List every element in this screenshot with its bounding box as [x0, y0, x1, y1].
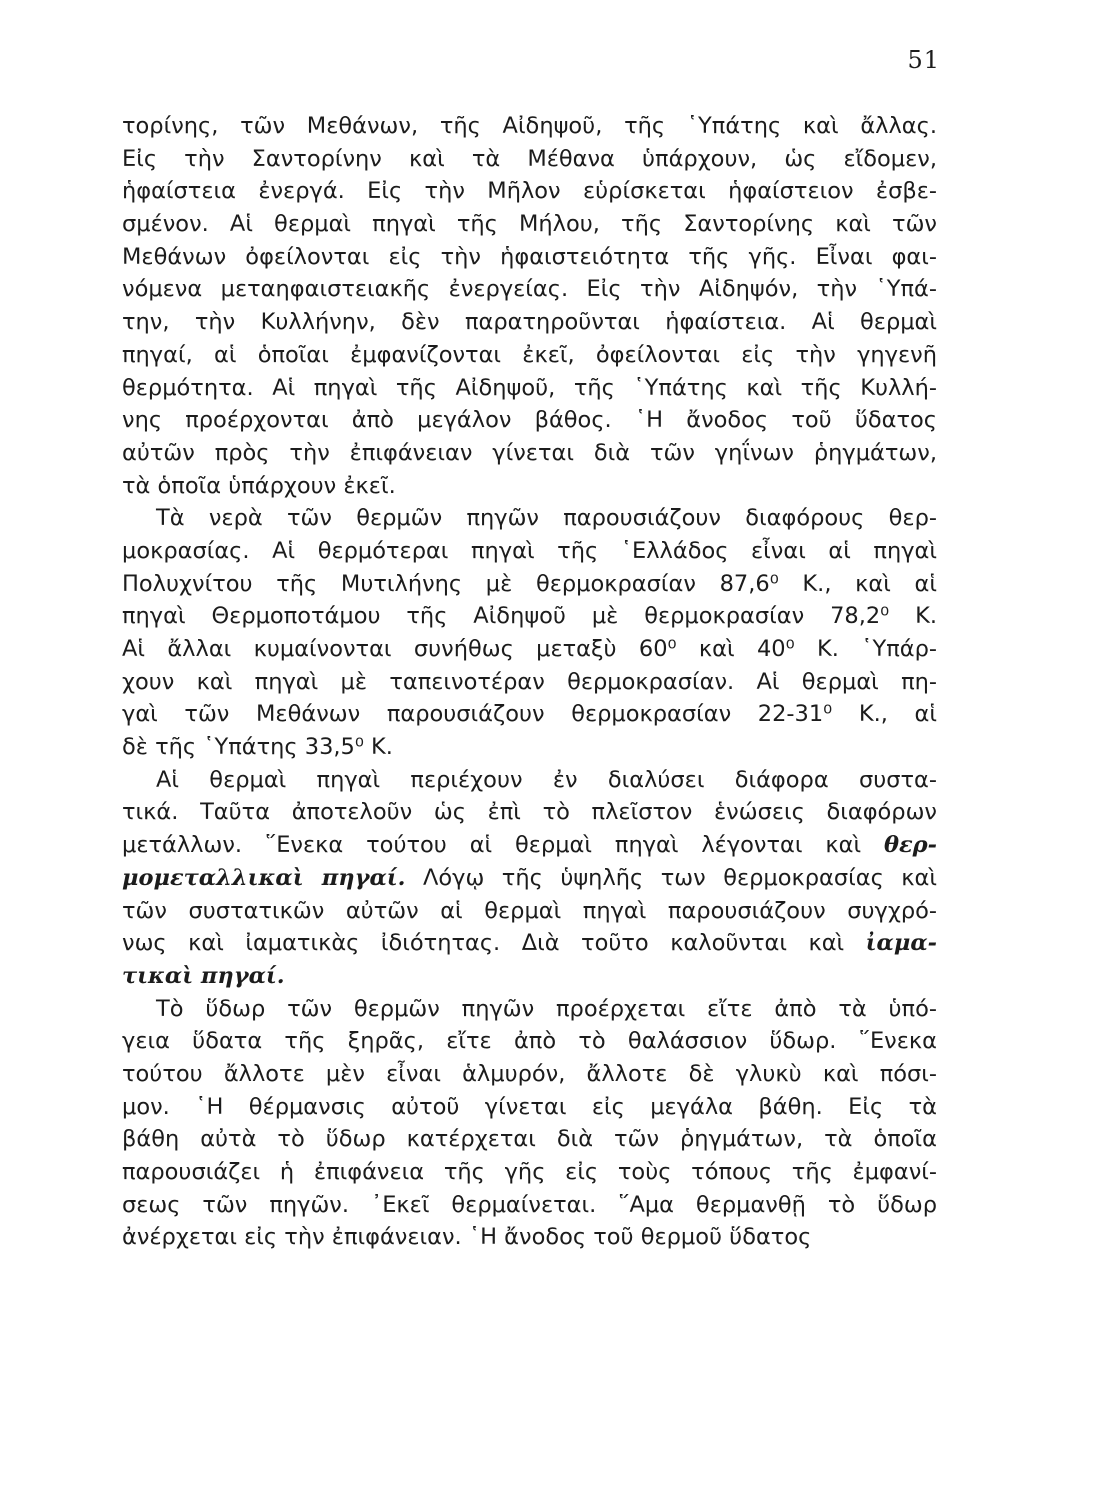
- emphasized-term: μομεταλλικαὶ πηγαί.: [122, 864, 406, 891]
- text-line: τορίνης, τῶν Μεθάνων, τῆς Αἰδηψοῦ, τῆς ῾Υπάτης καὶ ἄλλας.: [122, 113, 937, 139]
- paragraph: [122, 502, 937, 764]
- text-line: Αἱ ἄλλαι κυμαίνονται συνήθως μεταξὺ 60⁰ καὶ 40⁰ Κ. ῾Υπάρ-: [122, 636, 937, 662]
- text-line: αὐτῶν πρὸς τὴν ἐπιφάνειαν γίνεται διὰ τῶν γηΐνων ῥηγμάτων,: [122, 439, 937, 466]
- text-line: τῶν συστατικῶν αὐτῶν αἱ θερμαὶ πηγαὶ παρουσιάζουν συγχρό-: [122, 897, 937, 924]
- text-line: γαὶ τῶν Μεθάνων παρουσιάζουν θερμοκρασίαν 22-31⁰ Κ., αἱ: [122, 701, 937, 728]
- text-line: Τὰ νερὰ τῶν θερμῶν πηγῶν παρουσιάζουν διαφόρους θερ-: [156, 505, 937, 532]
- text-line: Μεθάνων ὀφείλονται εἰς τὴν ἡφαιστειότητα τῆς γῆς. Εἶναι φαι-: [122, 243, 937, 270]
- page-number: 51: [907, 46, 940, 74]
- text-line: [122, 960, 937, 993]
- text-line: ἀνέρχεται εἰς τὴν ἐπιφάνειαν. ῾Η ἄνοδος τοῦ θερμοῦ ὕδατος: [122, 1224, 812, 1251]
- text-line: χουν καὶ πηγαὶ μὲ ταπεινοτέραν θερμοκρασίαν. Αἱ θερμαὶ πη-: [122, 668, 937, 695]
- text-line: νόμενα μεταηφαιστειακῆς ἐνεργείας. Εἰς τὴν Αἰδηψόν, τὴν ῾Υπά-: [122, 276, 937, 303]
- text-line: τὰ ὁποῖα ὑπάρχουν ἐκεῖ.: [122, 472, 396, 499]
- emphasized-term: τικαὶ πηγαί.: [122, 962, 285, 989]
- text-line: θερμότητα. Αἱ πηγαὶ τῆς Αἰδηψοῦ, τῆς ῾Υπάτης καὶ τῆς Κυλλή-: [122, 374, 937, 401]
- paragraph: [122, 993, 937, 1255]
- text-line: γεια ὕδατα τῆς ξηρᾶς, εἴτε ἀπὸ τὸ θαλάσσιον ὕδωρ. ῞Ενεκα: [122, 1028, 937, 1055]
- text-line: δὲ τῆς ῾Υπάτης 33,5⁰ Κ.: [122, 734, 393, 761]
- text-line: πηγαί, αἱ ὁποῖαι ἐμφανίζονται ἐκεῖ, ὀφείλονται εἰς τὴν γηγενῆ: [122, 341, 937, 368]
- text-line: βάθη αὐτὰ τὸ ὕδωρ κατέρχεται διὰ τῶν ῥηγμάτων, τὰ ὁποῖα: [122, 1126, 937, 1153]
- text-line: μον. ῾Η θέρμανσις αὐτοῦ γίνεται εἰς μεγάλα βάθη. Εἰς τὰ: [122, 1093, 937, 1120]
- text-line: Τὸ ὕδωρ τῶν θερμῶν πηγῶν προέρχεται εἴτε ἀπὸ τὰ ὑπό-: [156, 995, 937, 1022]
- paragraph: [122, 110, 937, 502]
- body-text: [122, 110, 937, 1254]
- text-line: την, τὴν Κυλλήνην, δὲν παρατηροῦνται ἡφαίστεια. Αἱ θερμαὶ: [122, 309, 937, 336]
- text-line: σεως τῶν πηγῶν. ᾿Εκεῖ θερμαίνεται. ῞Αμα θερμανθῇ τὸ ὕδωρ: [122, 1191, 937, 1218]
- emphasized-term: ἰαμα-: [865, 930, 937, 957]
- text-line: Πολυχνίτου τῆς Μυτιλήνης μὲ θερμοκρασίαν 87,6⁰ Κ., καὶ αἱ: [122, 570, 937, 597]
- text-line: σμένον. Αἱ θερμαὶ πηγαὶ τῆς Μήλου, τῆς Σαντορίνης καὶ τῶν: [122, 211, 937, 238]
- text-line: μομεταλλικαὶ πηγαί. Λόγῳ τῆς ὑψηλῆς των θερμοκρασίας καὶ: [122, 864, 937, 891]
- emphasized-term: θερ-: [884, 832, 937, 859]
- text-line: παρουσιάζει ἡ ἐπιφάνεια τῆς γῆς εἰς τοὺς τόπους τῆς ἐμφανί-: [122, 1159, 937, 1185]
- paragraph: [122, 764, 937, 993]
- text-line: μετάλλων. ῞Ενεκα τούτου αἱ θερμαὶ πηγαὶ λέγονται καὶ θερ-: [122, 832, 937, 859]
- text-line: νως καὶ ἰαματικὰς ἰδιότητας. Διὰ τοῦτο καλοῦνται καὶ ἰαμα-: [122, 930, 937, 957]
- text-line: τούτου ἄλλοτε μὲν εἶναι ἁλμυρόν, ἄλλοτε δὲ γλυκὺ καὶ πόσι-: [122, 1060, 937, 1087]
- text-line: πηγαὶ Θερμοποτάμου τῆς Αἰδηψοῦ μὲ θερμοκρασίαν 78,2⁰ Κ.: [122, 603, 937, 630]
- text-line: Αἱ θερμαὶ πηγαὶ περιέχουν ἐν διαλύσει διάφορα συστα-: [156, 766, 937, 793]
- text-line: ἡφαίστεια ἐνεργά. Εἰς τὴν Μῆλον εὑρίσκεται ἡφαίστειον ἐσβε-: [122, 178, 937, 205]
- text-line: Εἰς τὴν Σαντορίνην καὶ τὰ Μέθανα ὑπάρχουν, ὡς εἴδομεν,: [122, 145, 937, 172]
- text-line: μοκρασίας. Αἱ θερμότεραι πηγαὶ τῆς ῾Ελλάδος εἶναι αἱ πηγαὶ: [122, 537, 937, 564]
- text-line: νης προέρχονται ἀπὸ μεγάλον βάθος. ῾Η ἄνοδος τοῦ ὕδατος: [122, 407, 937, 434]
- text-line: τικά. Ταῦτα ἀποτελοῦν ὡς ἐπὶ τὸ πλεῖστον ἑνώσεις διαφόρων: [122, 799, 937, 826]
